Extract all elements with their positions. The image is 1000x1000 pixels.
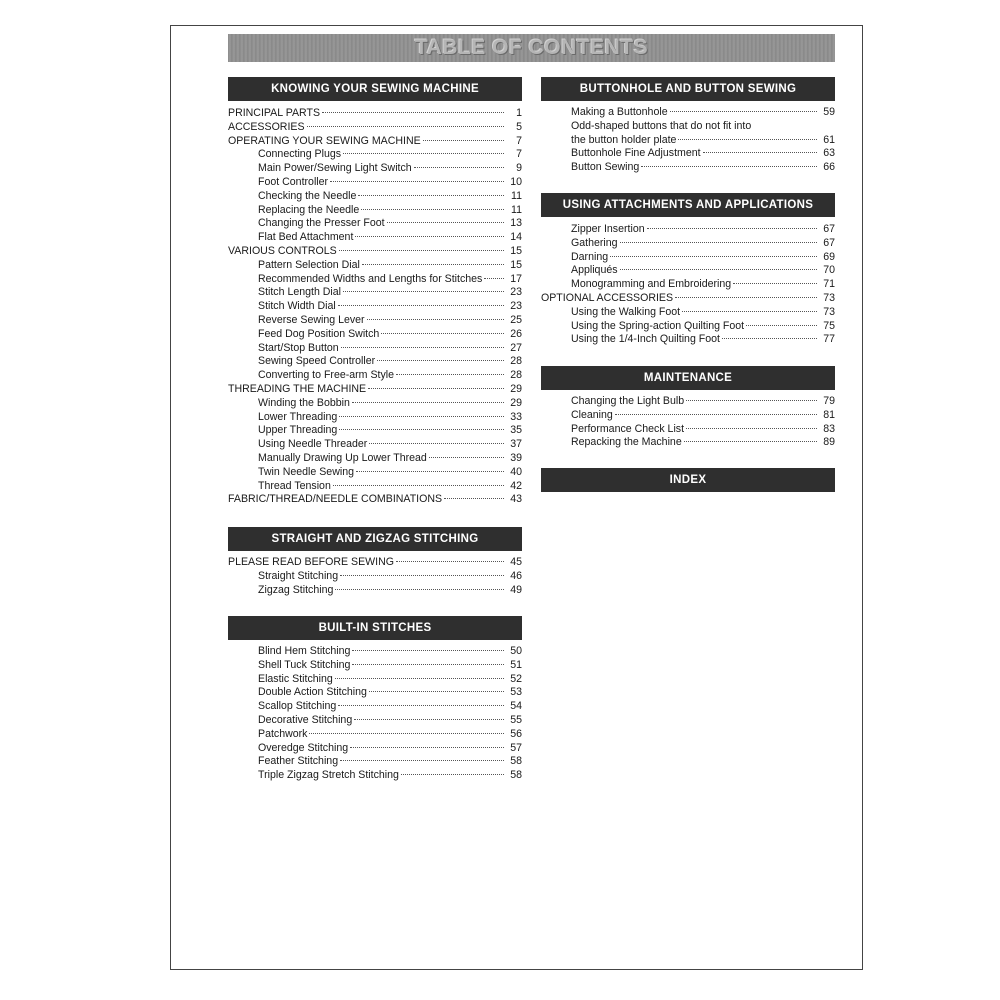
toc-entry-page: 39 [510, 451, 522, 464]
toc-entry [541, 223, 835, 237]
toc-entry [228, 121, 522, 135]
toc-entry-page: 1 [516, 107, 522, 119]
toc-entry [228, 314, 522, 328]
toc-entry-label: Main Power/Sewing Light Switch [258, 162, 412, 175]
toc-entry [228, 135, 522, 149]
toc-entry-page: 42 [510, 479, 522, 492]
toc-entry-page: 51 [510, 658, 522, 671]
toc-entry [228, 231, 522, 245]
toc-entry-page: 35 [510, 424, 522, 437]
toc-entry [541, 147, 835, 161]
toc-entry [541, 161, 835, 175]
toc-entry-label: Manually Drawing Up Lower Thread [258, 451, 427, 464]
dot-leader [722, 337, 817, 339]
dot-leader [307, 125, 504, 127]
dot-leader [703, 151, 817, 153]
toc-entry [228, 342, 522, 356]
toc-entry [541, 264, 835, 278]
toc-entry-page: 63 [823, 147, 835, 160]
dot-leader [340, 574, 504, 576]
toc-entry-label: PRINCIPAL PARTS [228, 107, 321, 119]
toc-entry-label: Blind Hem Stitching [258, 645, 351, 657]
toc-entry [541, 409, 835, 423]
toc-entry [228, 659, 522, 673]
dot-leader [620, 268, 817, 270]
toc-entry [541, 278, 835, 292]
toc-entry [541, 237, 835, 251]
toc-list-attachments [541, 223, 835, 347]
dot-leader [340, 759, 504, 761]
toc-entry [228, 755, 522, 769]
dot-leader [686, 427, 817, 429]
toc-entry [228, 273, 522, 287]
dot-leader [335, 588, 504, 590]
toc-entry-page: 5 [516, 120, 522, 133]
dot-leader [615, 413, 817, 415]
toc-entry-page: 77 [823, 333, 835, 346]
dot-leader [343, 290, 504, 292]
toc-entry [228, 300, 522, 314]
section-heading-maintenance: MAINTENANCE [541, 366, 835, 390]
toc-entry [541, 436, 835, 450]
toc-entry-page: 83 [823, 422, 835, 435]
dot-leader [322, 111, 504, 113]
toc-entry [228, 411, 522, 425]
dot-leader [684, 440, 817, 442]
dot-leader [423, 139, 504, 141]
dot-leader [381, 332, 504, 334]
toc-entry-label: Connecting Plugs [258, 148, 342, 161]
toc-entry-label: Monogramming and Embroidering [571, 278, 732, 291]
toc-entry-label: PLEASE READ BEFORE SEWING [228, 556, 395, 568]
toc-entry-label: Converting to Free-arm Style [258, 369, 395, 382]
toc-entry-label: Repacking the Machine [571, 436, 682, 449]
toc-entry-label: FABRIC/THREAD/NEEDLE COMBINATIONS [228, 493, 443, 506]
dot-leader [309, 732, 504, 734]
dot-leader [339, 415, 504, 417]
dot-leader [355, 235, 504, 237]
dot-leader [358, 194, 504, 196]
toc-entry [228, 424, 522, 438]
toc-entry-page: 73 [823, 305, 835, 318]
dot-leader [368, 387, 504, 389]
section-heading-straight: STRAIGHT AND ZIGZAG STITCHING [228, 527, 522, 551]
toc-entry [541, 320, 835, 334]
toc-entry [228, 493, 522, 507]
toc-entry [228, 645, 522, 659]
dot-leader [641, 165, 817, 167]
toc-entry-label: Triple Zigzag Stretch Stitching [258, 769, 399, 782]
dot-leader [733, 282, 817, 284]
toc-entry [228, 742, 522, 756]
dot-leader [352, 401, 504, 403]
toc-entry-page: 61 [823, 133, 835, 146]
toc-entry-label: ACCESSORIES [228, 120, 305, 133]
toc-entry-page: 54 [510, 700, 522, 713]
dot-leader [352, 663, 504, 665]
dot-leader [333, 484, 504, 486]
dot-leader [335, 677, 504, 679]
toc-entry-page: 28 [510, 355, 522, 368]
section-heading-buttonhole: BUTTONHOLE AND BUTTON SEWING [541, 77, 835, 101]
dot-leader [396, 560, 504, 562]
toc-entry-page: 15 [510, 258, 522, 271]
dot-leader [338, 704, 504, 706]
toc-entry-label: Sewing Speed Controller [258, 355, 376, 368]
toc-entry-page: 7 [516, 148, 522, 161]
toc-entry [228, 107, 522, 121]
dot-leader [352, 649, 504, 651]
toc-entry-label: Reverse Sewing Lever [258, 313, 365, 326]
toc-entry-label: Feather Stitching [258, 755, 339, 768]
dot-leader [401, 773, 504, 775]
dot-leader [647, 227, 817, 229]
toc-entry [228, 714, 522, 728]
toc-entry-page: 67 [823, 223, 835, 235]
toc-entry [228, 673, 522, 687]
dot-leader [484, 277, 504, 279]
toc-entry [228, 204, 522, 218]
toc-entry-label: OPTIONAL ACCESSORIES [541, 291, 674, 304]
toc-entry-label: OPERATING YOUR SEWING MACHINE [228, 134, 421, 147]
dot-leader [387, 221, 504, 223]
toc-entry-label: Zipper Insertion [571, 223, 645, 235]
toc-entry-page: 89 [823, 436, 835, 449]
toc-entry [228, 438, 522, 452]
toc-entry-page: 25 [510, 313, 522, 326]
toc-entry-label: Replacing the Needle [258, 203, 360, 216]
dot-leader [354, 718, 504, 720]
toc-entry-label: Using Needle Threader [258, 438, 368, 451]
toc-entry-label: Appliqués [571, 264, 618, 277]
toc-entry-label: Foot Controller [258, 175, 329, 188]
toc-list-builtin [228, 645, 522, 783]
dot-leader [377, 359, 504, 361]
toc-entry [228, 286, 522, 300]
toc-entry-page: 14 [510, 231, 522, 244]
toc-entry [541, 423, 835, 437]
toc-entry-label: the button holder plate [571, 133, 677, 146]
toc-entry-label: Twin Needle Sewing [258, 465, 354, 478]
toc-entry-label: Elastic Stitching [258, 672, 333, 685]
dot-leader [362, 263, 504, 265]
toc-entry-page: 33 [510, 410, 522, 423]
toc-entry-page: 11 [511, 189, 522, 202]
toc-entry-label: Buttonhole Fine Adjustment [571, 147, 701, 160]
dot-leader [444, 497, 504, 499]
section-heading-attachments: USING ATTACHMENTS AND APPLICATIONS [541, 193, 835, 217]
toc-entry [228, 466, 522, 480]
toc-entry-label: Using the Spring-action Quilting Foot [571, 319, 745, 332]
toc-entry [228, 162, 522, 176]
dot-leader [339, 428, 504, 430]
toc-entry-page: 79 [823, 395, 835, 407]
toc-list-maintenance [541, 395, 835, 450]
dot-leader [610, 255, 817, 257]
toc-entry [228, 328, 522, 342]
toc-entry [228, 728, 522, 742]
dot-leader [682, 310, 817, 312]
toc-entry [228, 397, 522, 411]
toc-entry [228, 570, 522, 584]
toc-entry-label: Changing the Light Bulb [571, 395, 685, 407]
toc-entry-page: 43 [510, 493, 522, 506]
toc-entry [541, 395, 835, 409]
dot-leader [367, 318, 504, 320]
toc-entry-page: 59 [823, 106, 835, 118]
toc-entry-page: 28 [510, 369, 522, 382]
toc-entry-label: Gathering [571, 236, 618, 249]
toc-entry [541, 120, 835, 134]
toc-entry-page: 45 [510, 556, 522, 568]
toc-entry-label: Darning [571, 250, 609, 263]
toc-entry-label: VARIOUS CONTROLS [228, 244, 337, 257]
toc-entry-label: Feed Dog Position Switch [258, 327, 380, 340]
toc-entry [228, 452, 522, 466]
toc-entry [228, 480, 522, 494]
toc-entry-label: Flat Bed Attachment [258, 231, 354, 244]
dot-leader [361, 208, 504, 210]
toc-entry-label: Zigzag Stitching [258, 583, 334, 596]
section-heading-index: INDEX [541, 468, 835, 492]
dot-leader [330, 180, 504, 182]
toc-entry [541, 134, 835, 148]
toc-entry-page: 56 [510, 727, 522, 740]
toc-entry [228, 259, 522, 273]
section-heading-knowing: KNOWING YOUR SEWING MACHINE [228, 77, 522, 101]
toc-entry-page: 40 [510, 465, 522, 478]
toc-entry-page: 49 [510, 583, 522, 596]
toc-entry [228, 584, 522, 598]
toc-entry-page: 55 [510, 713, 522, 726]
dot-leader [675, 296, 817, 298]
toc-entry [228, 369, 522, 383]
toc-entry-label: Double Action Stitching [258, 686, 367, 699]
dot-leader [414, 166, 504, 168]
toc-entry-page: 17 [510, 272, 522, 285]
dot-leader [396, 373, 504, 375]
toc-entry-label: Overedge Stitching [258, 741, 349, 754]
toc-entry-page: 29 [510, 382, 522, 395]
toc-entry-page: 50 [510, 645, 522, 657]
toc-entry-page: 73 [823, 291, 835, 304]
toc-entry-label: THREADING THE MACHINE [228, 382, 367, 395]
toc-entry-page: 75 [823, 319, 835, 332]
toc-entry-page: 10 [510, 175, 522, 188]
toc-entry [228, 355, 522, 369]
dot-leader [620, 241, 817, 243]
dot-leader [350, 746, 504, 748]
toc-entry [228, 700, 522, 714]
dot-leader [341, 346, 504, 348]
section-heading-builtin: BUILT-IN STITCHES [228, 616, 522, 640]
dot-leader [338, 304, 504, 306]
toc-entry [228, 176, 522, 190]
toc-entry-label: Patchwork [258, 727, 308, 740]
toc-entry-page: 81 [823, 408, 835, 421]
toc-list-knowing [228, 107, 522, 507]
toc-entry-page: 23 [510, 300, 522, 313]
toc-list-straight [228, 556, 522, 597]
toc-entry-label: Lower Threading [258, 410, 338, 423]
toc-entry-label: Stitch Length Dial [258, 286, 342, 299]
toc-entry-label: Shell Tuck Stitching [258, 658, 351, 671]
toc-entry [228, 556, 522, 570]
toc-entry [228, 769, 522, 783]
toc-entry-page: 53 [510, 686, 522, 699]
toc-entry-page: 58 [510, 769, 522, 782]
toc-entry-page: 66 [823, 161, 835, 174]
dot-leader [670, 110, 817, 112]
toc-entry-page: 9 [516, 162, 522, 175]
toc-entry [541, 106, 835, 120]
toc-entry-label: Odd-shaped buttons that do not fit into [571, 119, 752, 132]
toc-entry-page: 67 [823, 236, 835, 249]
toc-entry-label: Straight Stitching [258, 569, 339, 582]
dot-leader [429, 456, 504, 458]
toc-entry-page: 27 [510, 341, 522, 354]
toc-entry-label: Upper Threading [258, 424, 338, 437]
toc-entry-page: 46 [510, 569, 522, 582]
title-banner [228, 34, 835, 62]
toc-entry [228, 686, 522, 700]
toc-entry-page: 29 [510, 396, 522, 409]
toc-entry-label: Pattern Selection Dial [258, 258, 360, 271]
toc-entry [228, 245, 522, 259]
toc-entry-label: Winding the Bobbin [258, 396, 350, 409]
toc-entry [541, 306, 835, 320]
toc-entry-page: 23 [510, 286, 522, 299]
toc-entry [228, 217, 522, 231]
toc-entry-page: 52 [510, 672, 522, 685]
page-title: TABLE OF CONTENTS [414, 36, 649, 59]
toc-entry [541, 251, 835, 265]
toc-entry-page: 15 [510, 244, 522, 257]
toc-entry-label: Performance Check List [571, 422, 685, 435]
toc-entry [228, 148, 522, 162]
toc-entry-page: 69 [823, 250, 835, 263]
toc-entry-label: Recommended Widths and Lengths for Stitches [258, 272, 483, 285]
toc-entry-label: Using the 1/4-Inch Quilting Foot [571, 333, 720, 346]
dot-leader [369, 442, 504, 444]
toc-entry-label: Using the Walking Foot [571, 305, 681, 318]
dot-leader [746, 324, 817, 326]
toc-entry [541, 292, 835, 306]
toc-entry-label: Changing the Presser Foot [258, 217, 385, 230]
toc-entry-page: 71 [823, 278, 835, 291]
toc-entry-page: 13 [510, 217, 522, 230]
dot-leader [686, 399, 817, 401]
dot-leader [343, 152, 504, 154]
dot-leader [339, 249, 504, 251]
dot-leader [369, 690, 504, 692]
toc-entry-page: 26 [510, 327, 522, 340]
toc-entry-page: 70 [823, 264, 835, 277]
toc-entry-label: Thread Tension [258, 479, 331, 492]
toc-list-buttonhole [541, 106, 835, 175]
toc-entry-label: Checking the Needle [258, 189, 357, 202]
toc-entry-page: 57 [510, 741, 522, 754]
dot-leader [678, 138, 817, 140]
toc-entry-label: Button Sewing [571, 161, 640, 174]
toc-entry [228, 190, 522, 204]
toc-entry [228, 383, 522, 397]
toc-entry-page: 58 [510, 755, 522, 768]
toc-entry-label: Decorative Stitching [258, 713, 353, 726]
dot-leader [356, 470, 504, 472]
toc-entry-label: Stitch Width Dial [258, 300, 336, 313]
toc-entry-page: 7 [516, 134, 522, 147]
toc-entry-label: Cleaning [571, 408, 613, 421]
toc-entry-label: Start/Stop Button [258, 341, 339, 354]
toc-entry-page: 37 [510, 438, 522, 451]
toc-entry-label: Scallop Stitching [258, 700, 337, 713]
toc-entry-label: Making a Buttonhole [571, 106, 668, 118]
toc-entry [541, 333, 835, 347]
toc-entry-page: 11 [511, 203, 522, 216]
